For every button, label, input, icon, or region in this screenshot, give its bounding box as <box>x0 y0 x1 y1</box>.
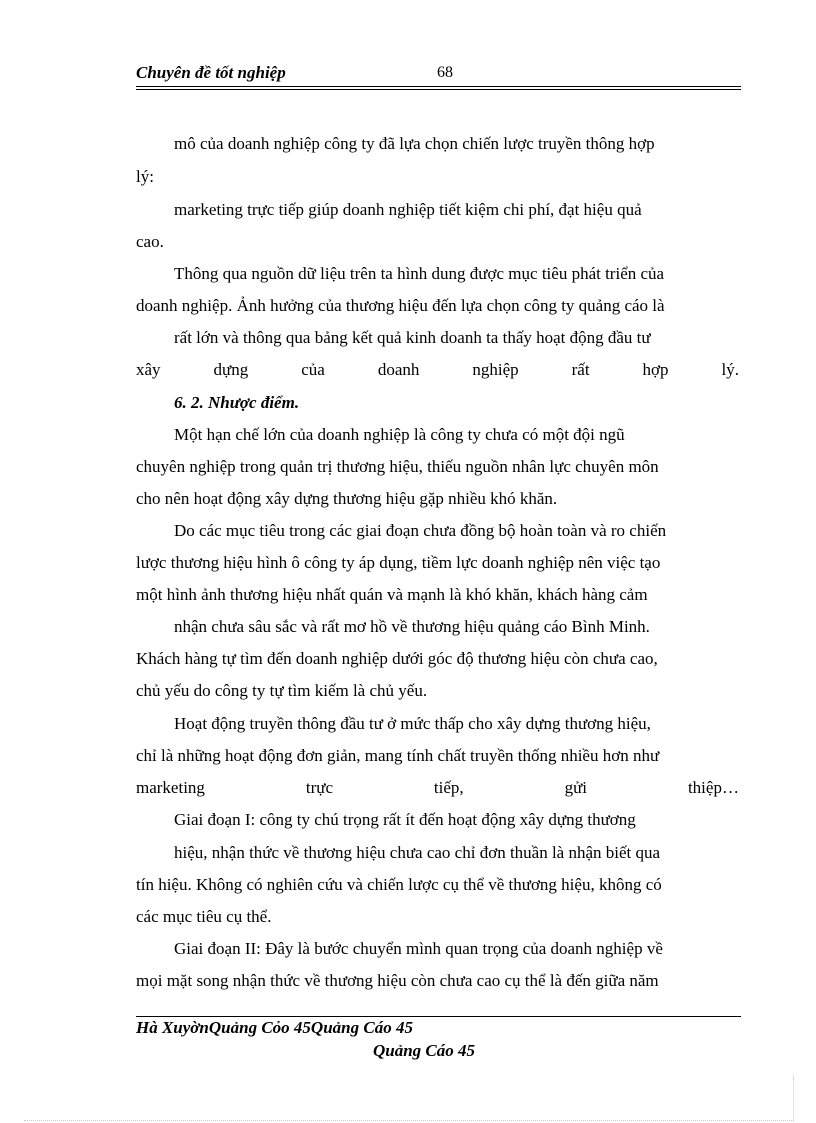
text-line-17: Khách hàng tự tìm đến doanh nghiệp dưới góc độ thương hiệu còn chưa cao, <box>136 649 658 668</box>
word: gửi <box>564 778 588 797</box>
text-line-8 <box>136 358 739 382</box>
text-line-23: hiệu, nhận thức về thương hiệu chưa cao chỉ đơn thuần là nhận biết qua <box>174 843 661 862</box>
text-line-24: tín hiệu. Không có nghiên cứu và chiến lược cụ thể về thương hiệu, không có <box>136 875 662 894</box>
text-line-19: Hoạt động truyền thông đầu tư ở mức thấp cho xây dựng thương hiệu, <box>174 714 651 733</box>
footer-rule <box>136 1016 741 1017</box>
text-line-20: chỉ là những hoạt động đơn giản, mang tính chất truyền thống nhiều hơn như <box>136 746 660 765</box>
text-line-6: doanh nghiệp. Ảnh hưởng của thương hiệu đến lựa chọn công ty quảng cáo là <box>136 296 665 315</box>
text-line-25: các mục tiêu cụ thể. <box>136 907 272 926</box>
word: rất <box>571 360 590 379</box>
text-line-12: cho nên hoạt động xây dựng thương hiệu gặp nhiều khó khăn. <box>136 489 558 508</box>
section-heading: 6. 2. Nhược điểm. <box>174 393 300 412</box>
text-line-26: Giai đoạn II: Đây là bước chuyển mình quan trọng của doanh nghiệp về <box>174 939 663 958</box>
word: của <box>301 360 325 379</box>
text-line-22: Giai đoạn I: công ty chú trọng rất ít đến hoạt động xây dựng thương <box>174 810 636 829</box>
text-line-16: nhận chưa sâu sắc và rất mơ hồ về thương hiệu quảng cáo Bình Minh. <box>174 617 650 636</box>
word: hợp <box>642 360 669 379</box>
text-line-14: lược thương hiệu hình ô công ty áp dụng, tiềm lực doanh nghiệp nên việc tạo <box>136 553 661 572</box>
word: thiệp… <box>687 778 739 797</box>
word: dựng <box>213 360 249 379</box>
page-number: 68 <box>437 64 453 81</box>
text-line-13: Do các mục tiêu trong các giai đoạn chưa đồng bộ hoàn toàn và ro chiến <box>174 521 667 540</box>
word: xây <box>136 360 161 379</box>
word: trực <box>305 778 333 797</box>
text-line-4: cao. <box>136 232 164 251</box>
footer-line-2: Quảng Cáo 45 <box>373 1041 476 1060</box>
footer-line-1: Hà XuyờnQuảng Cỏo 45Quảng Cáo 45 <box>136 1018 413 1037</box>
word: nghiệp <box>472 360 519 379</box>
text-line-18: chủ yếu do công ty tự tìm kiếm là chủ yếu. <box>136 681 428 700</box>
word: tiếp, <box>433 778 464 797</box>
text-line-11: chuyên nghiệp trong quản trị thương hiệu, thiếu nguồn nhân lực chuyên môn <box>136 457 659 476</box>
text-line-7: rất lớn và thông qua bảng kết quả kinh doanh ta thấy hoạt động đầu tư <box>174 328 651 347</box>
text-line-2: lý: <box>136 167 154 186</box>
page-edge-dotted <box>24 1120 794 1121</box>
header-rule-bottom <box>136 89 741 90</box>
word: marketing <box>136 778 205 797</box>
text-line-21 <box>136 776 739 800</box>
page-edge-dotted-vertical <box>793 1075 794 1120</box>
header-rule-top <box>136 86 741 87</box>
text-line-15: một hình ảnh thương hiệu nhất quán và mạnh là khó khăn, khách hàng cảm <box>136 585 648 604</box>
header-title: Chuyên đề tốt nghiệp <box>136 63 286 82</box>
text-line-27: mọi mặt song nhận thức về thương hiệu còn chưa cao cụ thể là đến giữa năm <box>136 971 659 990</box>
word: lý. <box>721 360 739 379</box>
text-line-10: Một hạn chế lớn của doanh nghiệp là công ty chưa có một đội ngũ <box>174 425 625 444</box>
text-line-3: marketing trực tiếp giúp doanh nghiệp tiết kiệm chi phí, đạt hiệu quả <box>174 200 642 219</box>
text-line-1: mô của doanh nghiệp công ty đã lựa chọn chiến lược truyền thông hợp <box>174 134 655 153</box>
word: doanh <box>377 360 420 379</box>
text-line-5: Thông qua nguồn dữ liệu trên ta hình dung được mục tiêu phát triển của <box>174 264 665 283</box>
